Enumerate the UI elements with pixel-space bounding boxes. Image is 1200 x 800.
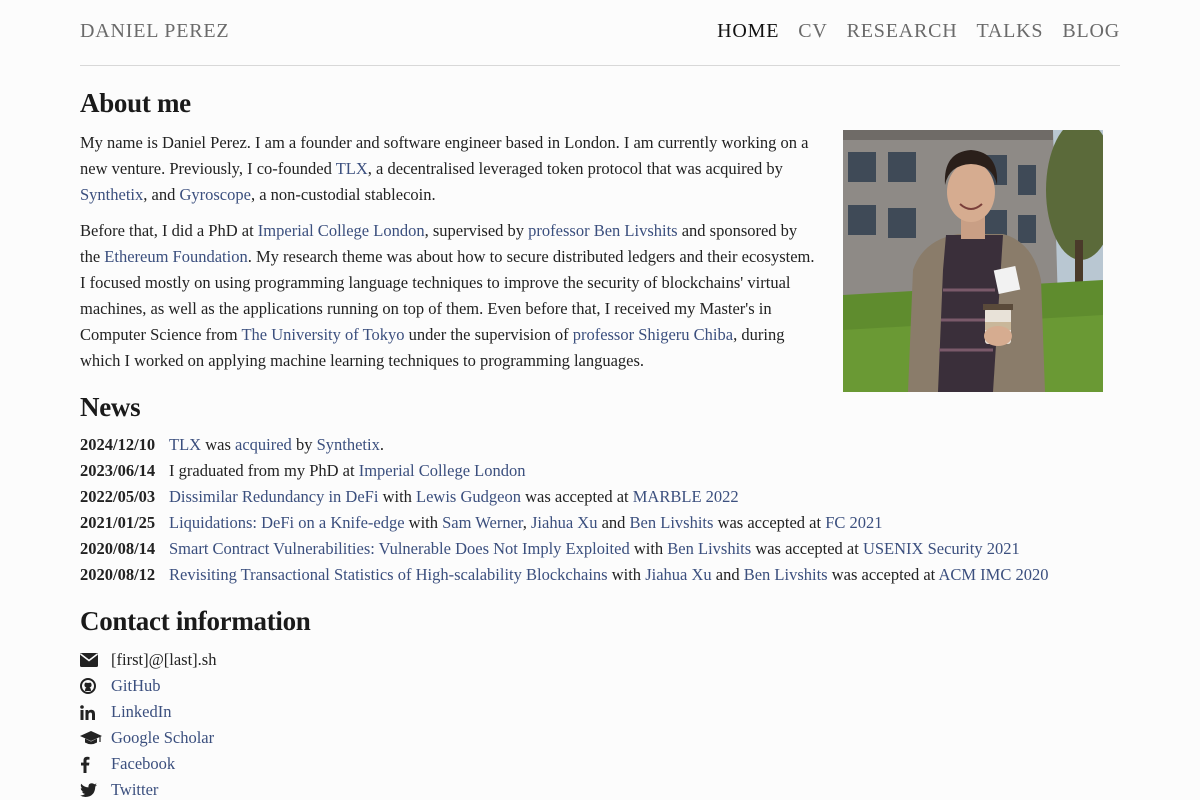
about-text: under the supervision of <box>404 325 573 344</box>
news-date: 2020/08/14 <box>80 539 156 558</box>
news-text-part: was accepted at <box>520 487 633 506</box>
nav-research[interactable]: RESEARCH <box>846 20 958 42</box>
news-link[interactable]: MARBLE 2022 <box>632 487 739 506</box>
news-text-part: with <box>607 565 646 584</box>
news-text <box>169 562 1048 588</box>
graduation-cap-icon <box>80 725 111 751</box>
news-link[interactable]: Ben Livshits <box>629 513 714 532</box>
link-university-of-tokyo[interactable]: The University of Tokyo <box>241 325 405 344</box>
news-text-part: was <box>201 435 235 454</box>
link-gyroscope[interactable]: Gyroscope <box>179 185 251 204</box>
news-link[interactable]: Lewis Gudgeon <box>416 487 521 506</box>
news-link[interactable]: Liquidations: DeFi on a Knife-edge <box>169 513 405 532</box>
news-text-part: and <box>597 513 630 532</box>
about-text: , a non-custodial stablecoin. <box>250 185 436 204</box>
about-text: , a decentralised leveraged token protocol that was acquired by <box>367 159 783 178</box>
news-link[interactable]: Smart Contract Vulnerabilities: Vulnerable Does Not Imply Exploited <box>169 539 630 558</box>
news-text-part: , <box>522 513 532 532</box>
link-imperial-college[interactable]: Imperial College London <box>257 221 425 240</box>
github-icon <box>80 673 111 699</box>
link-tlx[interactable]: TLX <box>335 159 368 178</box>
news-text-part: with <box>404 513 443 532</box>
main-nav <box>717 20 1120 43</box>
linkedin-link[interactable]: LinkedIn <box>111 702 172 721</box>
contact-list <box>80 647 216 800</box>
email-text: [first]@[last].sh <box>111 650 217 669</box>
contact-heading: Contact information <box>80 606 311 636</box>
site-title-link[interactable]: DANIEL PEREZ <box>80 20 230 42</box>
news-text-part: was accepted at <box>751 539 863 558</box>
nav-home[interactable]: HOME <box>717 20 780 42</box>
news-link[interactable]: Sam Werner <box>442 513 523 532</box>
about-paragraph-1 <box>80 130 820 208</box>
about-text: . My research theme was about how to secure distributed ledgers and their ecosystem. I focused mostly on using programming language techniques to improve the security of blockchains' virtual machines, as well as the applications running on top of them. Even before that, I received my Master's in Computer Science from <box>80 247 815 344</box>
news-text-part: and <box>711 565 744 584</box>
facebook-icon <box>80 751 111 777</box>
contact-item-email <box>80 647 216 673</box>
news-item <box>80 458 1048 484</box>
profile-photo <box>843 130 1103 392</box>
nav-cv[interactable]: CV <box>798 20 828 42</box>
news-text-part: was accepted at <box>713 513 826 532</box>
news-link[interactable]: Ben Livshits <box>743 565 828 584</box>
contact-item-linkedin <box>80 699 216 725</box>
about-text: and sponsored by the <box>80 221 798 266</box>
news-date: 2020/08/12 <box>80 565 156 584</box>
news-link[interactable]: acquired <box>235 435 292 454</box>
news-link[interactable]: Synthetix <box>316 435 380 454</box>
news-text-part: with <box>629 539 668 558</box>
news-link[interactable]: ACM IMC 2020 <box>938 565 1049 584</box>
about-text: , supervised by <box>424 221 529 240</box>
news-link[interactable]: Dissimilar Redundancy in DeFi <box>169 487 379 506</box>
about-paragraph-2 <box>80 218 820 374</box>
github-link[interactable]: GitHub <box>111 676 161 695</box>
about-text: My name is Daniel Perez. I am a founder and software engineer based in London. I am currently working on a new venture. Previously, I co-founded <box>80 133 809 178</box>
link-ben-livshits[interactable]: professor Ben Livshits <box>528 221 678 240</box>
news-link[interactable]: Ben Livshits <box>667 539 752 558</box>
news-list <box>80 432 1048 588</box>
news-text-part: by <box>291 435 317 454</box>
contact-item-scholar <box>80 725 216 751</box>
news-item <box>80 484 1048 510</box>
news-date: 2024/12/10 <box>80 435 156 454</box>
news-link[interactable]: USENIX Security 2021 <box>862 539 1020 558</box>
contact-item-twitter <box>80 777 216 800</box>
news-date: 2023/06/14 <box>80 461 156 480</box>
twitter-link[interactable]: Twitter <box>111 780 159 799</box>
contact-item-facebook <box>80 751 216 777</box>
news-item <box>80 432 1048 458</box>
news-link[interactable]: TLX <box>169 435 202 454</box>
news-item <box>80 510 1048 536</box>
news-date: 2022/05/03 <box>80 487 156 506</box>
google-scholar-link[interactable]: Google Scholar <box>111 728 215 747</box>
facebook-link[interactable]: Facebook <box>111 754 176 773</box>
link-ethereum-foundation[interactable]: Ethereum Foundation <box>104 247 248 266</box>
news-link[interactable]: Imperial College London <box>358 461 526 480</box>
news-text-part: was accepted at <box>827 565 939 584</box>
news-item <box>80 536 1048 562</box>
news-text <box>169 536 1020 562</box>
news-text-part: I graduated from my PhD at <box>169 461 359 480</box>
news-text <box>169 432 384 458</box>
link-synthetix[interactable]: Synthetix <box>80 185 144 204</box>
news-text <box>169 484 739 510</box>
about-text: , during which I worked on applying machine learning techniques to programming languages. <box>80 325 785 370</box>
news-link[interactable]: Jiahua Xu <box>645 565 712 584</box>
site-header <box>80 0 1120 66</box>
news-date: 2021/01/25 <box>80 513 156 532</box>
about-text: , and <box>143 185 180 204</box>
linkedin-icon <box>80 699 111 725</box>
twitter-icon <box>80 777 111 800</box>
nav-blog[interactable]: BLOG <box>1062 20 1120 42</box>
news-link[interactable]: Revisiting Transactional Statistics of High-scalability Blockchains <box>169 565 608 584</box>
news-heading: News <box>80 392 141 422</box>
about-heading: About me <box>80 88 191 118</box>
link-shigeru-chiba[interactable]: professor Shigeru Chiba <box>572 325 734 344</box>
nav-talks[interactable]: TALKS <box>976 20 1044 42</box>
contact-item-github <box>80 673 216 699</box>
news-text <box>169 510 883 536</box>
news-item <box>80 562 1048 588</box>
news-link[interactable]: FC 2021 <box>825 513 883 532</box>
envelope-icon <box>80 647 111 673</box>
about-text: Before that, I did a PhD at <box>80 221 258 240</box>
news-text-part: with <box>378 487 417 506</box>
news-text <box>169 458 526 484</box>
news-link[interactable]: Jiahua Xu <box>531 513 598 532</box>
news-text-part: . <box>379 435 384 454</box>
